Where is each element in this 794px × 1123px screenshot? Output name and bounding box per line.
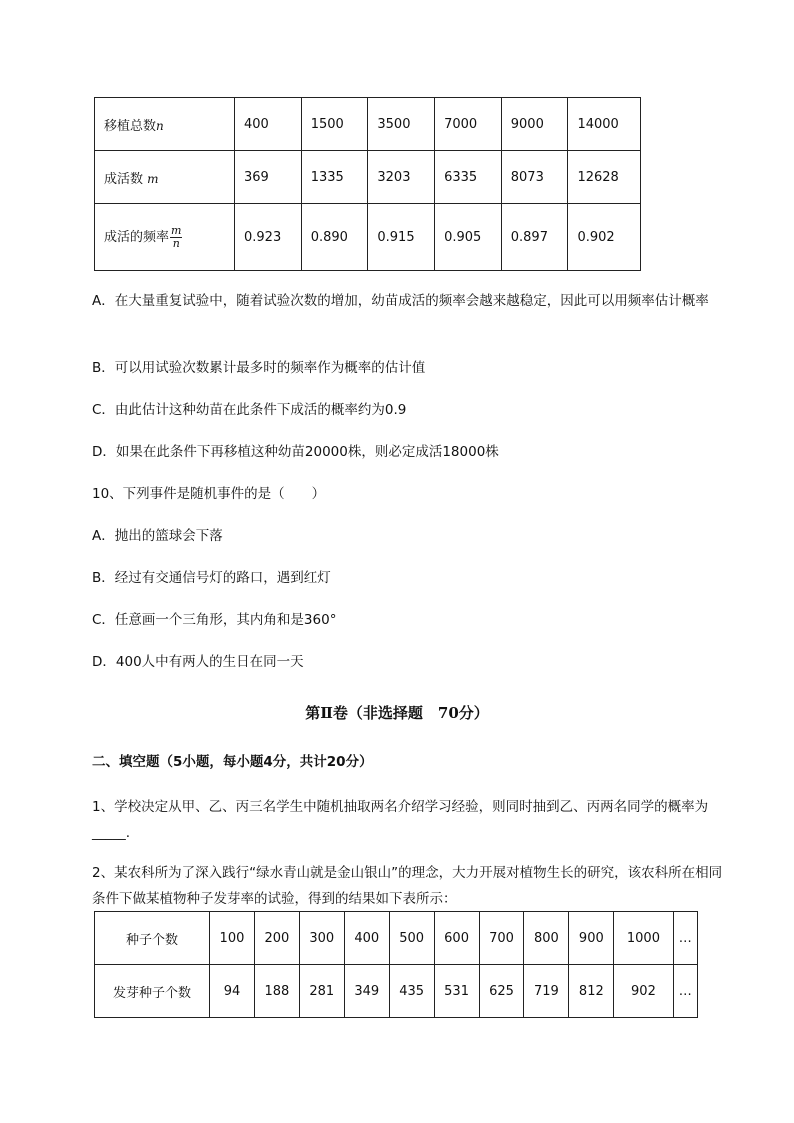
table-row (95, 204, 641, 271)
table-cell: 1335 (301, 151, 368, 204)
q9-option-a: A．在大量重复试验中，随着试验次数的增加，幼苗成活的频率会越来越稳定，因此可以用频率估计概率 (92, 293, 709, 309)
table-cell: 349 (344, 965, 389, 1018)
table-cell: … (673, 965, 697, 1018)
fill-q2: 2、某农科所为了深入践行“绿水青山就是金山银山”的理念，大力开展对植物生长的研究，该农科所在相同条件下做某植物种子发芽率的试验，得到的结果如下表所示： (92, 865, 723, 907)
q10-option-b: B．经过有交通信号灯的路口，遇到红灯 (92, 570, 331, 586)
germination-table (94, 911, 698, 1018)
fill-q1: 1、学校决定从甲、乙、丙三名学生中随机抽取两名介绍学习经验，则同时抽到乙、丙两名同学的概率为_____. (92, 799, 709, 841)
q10-option-a: A．抛出的篮球会下落 (92, 528, 223, 544)
table-cell: 100 (210, 912, 255, 965)
table-cell: 0.890 (301, 204, 368, 271)
row-header-var: n (156, 118, 164, 133)
table-cell: 12628 (568, 151, 641, 204)
table-cell: 435 (389, 965, 434, 1018)
table-cell: 719 (524, 965, 569, 1018)
table-cell: 0.923 (235, 204, 302, 271)
table-cell: 6335 (435, 151, 502, 204)
fraction-numerator: m (171, 223, 182, 237)
table-cell: 700 (479, 912, 524, 965)
fraction-denominator: n (172, 236, 180, 250)
table-cell: … (673, 912, 697, 965)
table-cell: 281 (299, 965, 344, 1018)
table-cell: 369 (235, 151, 302, 204)
table-cell: 3500 (368, 98, 435, 151)
table-cell: 14000 (568, 98, 641, 151)
table-cell: 300 (299, 912, 344, 965)
table-cell: 0.897 (501, 204, 568, 271)
q10-option-d: D．400人中有两人的生日在同一天 (92, 654, 304, 670)
row-header (95, 98, 235, 151)
fraction-m-over-n (170, 225, 182, 250)
q10-stem: 10、下列事件是随机事件的是（ ） (92, 486, 326, 502)
table-cell: 3203 (368, 151, 435, 204)
q9-option-c: C．由此估计这种幼苗在此条件下成活的概率约为0.9 (92, 402, 407, 418)
table-cell: 0.915 (368, 204, 435, 271)
table-cell: 625 (479, 965, 524, 1018)
row-header (95, 151, 235, 204)
row-header-text: 移植总数 (104, 118, 157, 134)
table-row (95, 151, 641, 204)
table-cell: 94 (210, 965, 255, 1018)
table-cell: 812 (569, 965, 614, 1018)
table-cell: 1500 (301, 98, 368, 151)
row-header-text: 成活数 (104, 171, 144, 187)
table-cell: 0.905 (435, 204, 502, 271)
table-cell: 800 (524, 912, 569, 965)
table-cell: 600 (434, 912, 479, 965)
q9-option-d: D．如果在此条件下再移植这种幼苗20000株，则必定成活18000株 (92, 444, 499, 460)
table-cell: 400 (344, 912, 389, 965)
row-header-var: m (147, 171, 159, 186)
table-cell: 0.902 (568, 204, 641, 271)
table-cell: 531 (434, 965, 479, 1018)
table-row (95, 965, 698, 1018)
table-cell: 902 (614, 965, 673, 1018)
transplant-table (94, 97, 641, 271)
row-header-text: 成活的频率 (104, 229, 170, 245)
section-heading: 二、填空题（5小题，每小题4分，共计20分） (92, 754, 373, 770)
row-header (95, 204, 235, 271)
table-row (95, 912, 698, 965)
table-cell: 8073 (501, 151, 568, 204)
table-row (95, 98, 641, 151)
q10-option-c: C．任意画一个三角形，其内角和是360° (92, 612, 337, 628)
row-header: 种子个数 (95, 912, 210, 965)
table-cell: 900 (569, 912, 614, 965)
table-cell: 400 (235, 98, 302, 151)
table-cell: 7000 (435, 98, 502, 151)
table-cell: 9000 (501, 98, 568, 151)
row-header: 发芽种子个数 (95, 965, 210, 1018)
table-cell: 500 (389, 912, 434, 965)
q9-option-b: B．可以用试验次数累计最多时的频率作为概率的估计值 (92, 360, 426, 376)
table-cell: 1000 (614, 912, 673, 965)
table-cell: 188 (254, 965, 299, 1018)
table-cell: 200 (254, 912, 299, 965)
part-two-title: 第Ⅱ卷（非选择题 70分） (305, 704, 489, 722)
